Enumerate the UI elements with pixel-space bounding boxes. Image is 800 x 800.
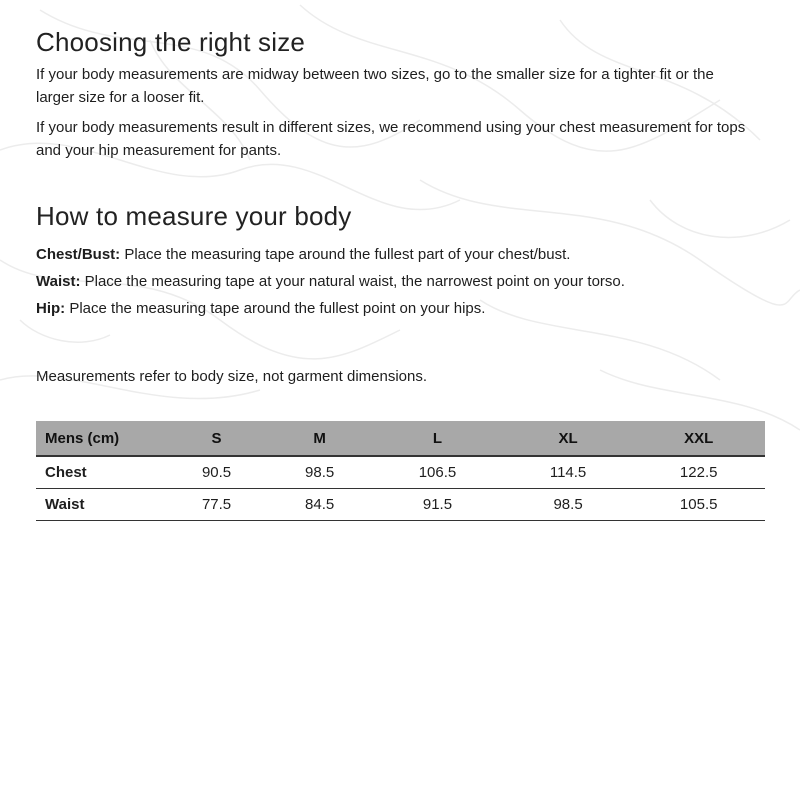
table-header-cell: XXL <box>632 421 765 456</box>
table-header-cell: L <box>371 421 504 456</box>
measure-waist-label: Waist: <box>36 273 81 290</box>
table-cell: Waist <box>36 489 165 521</box>
table-cell: 114.5 <box>504 456 633 489</box>
size-paragraph-1: If your body measurements are midway between two sizes, go to the smaller size for a tighter fit or the larger size for a looser fit. <box>36 66 714 106</box>
size-guide-title: Choosing the right size <box>36 27 306 57</box>
table-cell: 105.5 <box>632 489 765 521</box>
measure-chest-text: Place the measuring tape around the fullest part of your chest/bust. <box>120 246 571 263</box>
table-header-row <box>36 421 765 456</box>
measure-waist-text: Place the measuring tape at your natural waist, the narrowest point on your torso. <box>80 273 625 290</box>
size-table <box>36 421 765 521</box>
table-cell: 106.5 <box>371 456 504 489</box>
measure-title: How to measure your body <box>36 201 352 231</box>
table-cell: 77.5 <box>165 489 268 521</box>
table-cell: Chest <box>36 456 165 489</box>
measure-waist <box>36 270 766 293</box>
table-cell: 91.5 <box>371 489 504 521</box>
table-header-cell: XL <box>504 421 633 456</box>
measurement-note: Measurements refer to body size, not garment dimensions. <box>36 368 428 385</box>
table-cell: 98.5 <box>268 456 371 489</box>
table-cell: 98.5 <box>504 489 633 521</box>
table-cell: 90.5 <box>165 456 268 489</box>
measure-chest <box>36 243 766 266</box>
measure-chest-label: Chest/Bust: <box>36 246 121 263</box>
table-row <box>36 489 765 521</box>
table-header-cell: M <box>268 421 371 456</box>
size-paragraph-2: If your body measurements result in different sizes, we recommend using your chest measurement for tops and your hip measurement for pants. <box>36 119 746 159</box>
measure-hip <box>36 297 766 320</box>
measure-hip-label: Hip: <box>36 300 66 317</box>
table-cell: 84.5 <box>268 489 371 521</box>
table-header-cell: S <box>165 421 268 456</box>
table-cell: 122.5 <box>632 456 765 489</box>
table-header-cell: Mens (cm) <box>36 421 165 456</box>
measure-hip-text: Place the measuring tape around the fullest point on your hips. <box>65 300 486 317</box>
table-row <box>36 456 765 489</box>
